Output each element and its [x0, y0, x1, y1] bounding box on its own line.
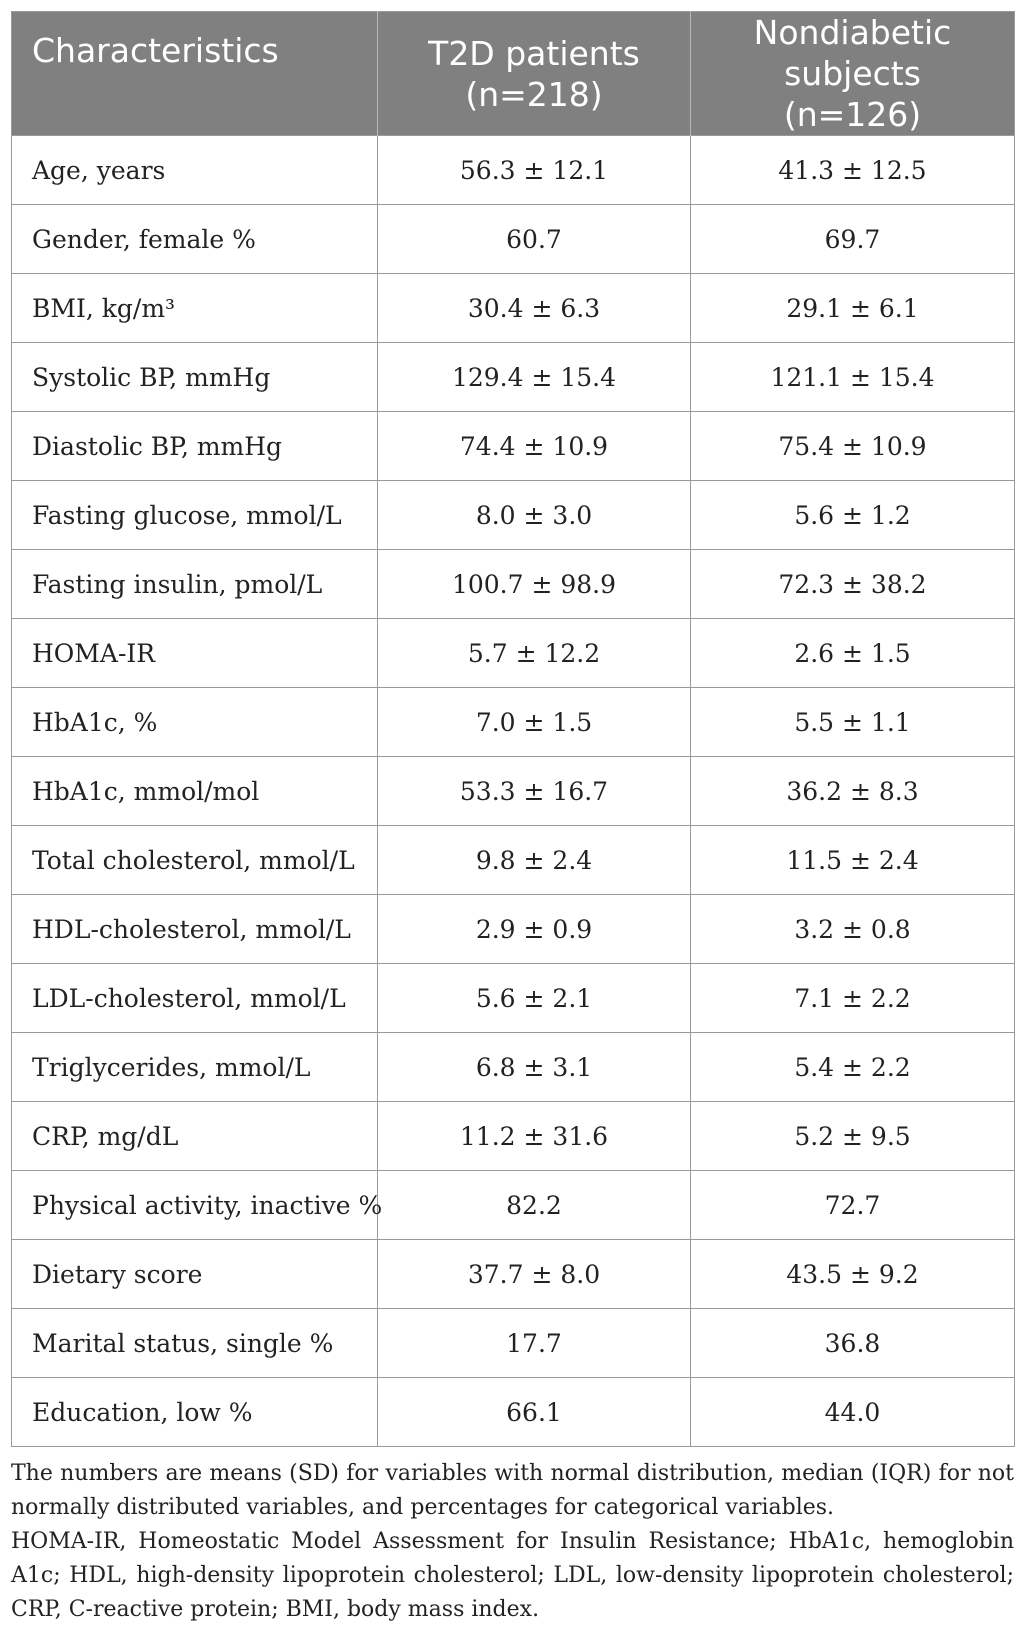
- row-t2d-value: 2.9 ± 0.9: [378, 895, 691, 964]
- header-nondiabetic-line2: subjects (n=126): [783, 54, 922, 134]
- row-nondiabetic-value: 121.1 ± 15.4: [691, 343, 1015, 412]
- row-nondiabetic-value: 41.3 ± 12.5: [691, 136, 1015, 205]
- row-label: Systolic BP, mmHg: [12, 343, 378, 412]
- row-t2d-value: 37.7 ± 8.0: [378, 1240, 691, 1309]
- table-row: [12, 1309, 1015, 1378]
- row-label: Dietary score: [12, 1240, 378, 1309]
- row-label: Education, low %: [12, 1378, 378, 1447]
- row-nondiabetic-value: 72.7: [691, 1171, 1015, 1240]
- table-row: [12, 550, 1015, 619]
- row-nondiabetic-value: 43.5 ± 9.2: [691, 1240, 1015, 1309]
- table-container: [11, 11, 1014, 1627]
- row-nondiabetic-value: 3.2 ± 0.8: [691, 895, 1015, 964]
- row-nondiabetic-value: 11.5 ± 2.4: [691, 826, 1015, 895]
- table-row: [12, 826, 1015, 895]
- row-t2d-value: 8.0 ± 3.0: [378, 481, 691, 550]
- row-label: CRP, mg/dL: [12, 1102, 378, 1171]
- characteristics-table: [11, 11, 1015, 1447]
- row-label: Diastolic BP, mmHg: [12, 412, 378, 481]
- row-t2d-value: 6.8 ± 3.1: [378, 1033, 691, 1102]
- row-t2d-value: 5.7 ± 12.2: [378, 619, 691, 688]
- row-nondiabetic-value: 36.8: [691, 1309, 1015, 1378]
- row-nondiabetic-value: 36.2 ± 8.3: [691, 757, 1015, 826]
- row-nondiabetic-value: 5.2 ± 9.5: [691, 1102, 1015, 1171]
- row-label: BMI, kg/m³: [12, 274, 378, 343]
- row-label: HDL-cholesterol, mmol/L: [12, 895, 378, 964]
- row-t2d-value: 60.7: [378, 205, 691, 274]
- row-t2d-value: 7.0 ± 1.5: [378, 688, 691, 757]
- table-row: [12, 274, 1015, 343]
- row-t2d-value: 17.7: [378, 1309, 691, 1378]
- row-t2d-value: 82.2: [378, 1171, 691, 1240]
- table-row: [12, 757, 1015, 826]
- header-nondiabetic-line1: Nondiabetic: [753, 13, 952, 52]
- header-t2d-patients: [378, 12, 691, 136]
- row-nondiabetic-value: 7.1 ± 2.2: [691, 964, 1015, 1033]
- row-nondiabetic-value: 5.5 ± 1.1: [691, 688, 1015, 757]
- row-label: Total cholesterol, mmol/L: [12, 826, 378, 895]
- table-row: [12, 1171, 1015, 1240]
- row-t2d-value: 100.7 ± 98.9: [378, 550, 691, 619]
- row-label: HOMA-IR: [12, 619, 378, 688]
- row-nondiabetic-value: 69.7: [691, 205, 1015, 274]
- table-header: [12, 12, 1015, 136]
- table-row: [12, 1240, 1015, 1309]
- row-nondiabetic-value: 5.6 ± 1.2: [691, 481, 1015, 550]
- row-nondiabetic-value: 29.1 ± 6.1: [691, 274, 1015, 343]
- table-row: [12, 481, 1015, 550]
- row-label: Triglycerides, mmol/L: [12, 1033, 378, 1102]
- row-label: Marital status, single %: [12, 1309, 378, 1378]
- table-footnotes: [11, 1457, 1014, 1627]
- row-t2d-value: 56.3 ± 12.1: [378, 136, 691, 205]
- row-t2d-value: 11.2 ± 31.6: [378, 1102, 691, 1171]
- row-t2d-value: 30.4 ± 6.3: [378, 274, 691, 343]
- row-t2d-value: 66.1: [378, 1378, 691, 1447]
- table-row: [12, 895, 1015, 964]
- row-t2d-value: 5.6 ± 2.1: [378, 964, 691, 1033]
- header-t2d-line2: (n=218): [465, 74, 603, 114]
- row-label: LDL-cholesterol, mmol/L: [12, 964, 378, 1033]
- row-label: Physical activity, inactive %: [12, 1171, 378, 1240]
- table-body: [12, 136, 1015, 1447]
- table-row: [12, 688, 1015, 757]
- table-row: [12, 1033, 1015, 1102]
- header-row: [12, 12, 1015, 136]
- table-row: [12, 343, 1015, 412]
- table-row: [12, 205, 1015, 274]
- table-row: [12, 1102, 1015, 1171]
- header-nondiabetic-subjects: [691, 12, 1015, 136]
- row-label: HbA1c, %: [12, 688, 378, 757]
- table-row: [12, 412, 1015, 481]
- row-nondiabetic-value: 2.6 ± 1.5: [691, 619, 1015, 688]
- row-label: Fasting insulin, pmol/L: [12, 550, 378, 619]
- table-row: [12, 619, 1015, 688]
- table-row: [12, 1378, 1015, 1447]
- row-t2d-value: 53.3 ± 16.7: [378, 757, 691, 826]
- table-row: [12, 136, 1015, 205]
- row-t2d-value: 9.8 ± 2.4: [378, 826, 691, 895]
- row-nondiabetic-value: 5.4 ± 2.2: [691, 1033, 1015, 1102]
- row-label: Gender, female %: [12, 205, 378, 274]
- row-label: Fasting glucose, mmol/L: [12, 481, 378, 550]
- footnote-abbreviations: HOMA-IR, Homeostatic Model Assessment for Insulin Resistance; HbA1c, hemoglobin A1c; HDL, high-density lipoprotein cholesterol; LDL, low-density lipoprotein cholesterol; CRP, C-reactive protein; BMI, body mass index.: [11, 1529, 1014, 1622]
- header-characteristics: Characteristics: [12, 12, 378, 136]
- header-t2d-line1: T2D patients: [428, 33, 640, 73]
- row-nondiabetic-value: 75.4 ± 10.9: [691, 412, 1015, 481]
- row-nondiabetic-value: 72.3 ± 38.2: [691, 550, 1015, 619]
- row-nondiabetic-value: 44.0: [691, 1378, 1015, 1447]
- row-label: HbA1c, mmol/mol: [12, 757, 378, 826]
- row-label: Age, years: [12, 136, 378, 205]
- footnote-statistics: The numbers are means (SD) for variables with normal distribution, median (IQR) for not normally distributed variables, and percentages for categorical variables.: [11, 1461, 1014, 1520]
- row-t2d-value: 74.4 ± 10.9: [378, 412, 691, 481]
- table-row: [12, 964, 1015, 1033]
- row-t2d-value: 129.4 ± 15.4: [378, 343, 691, 412]
